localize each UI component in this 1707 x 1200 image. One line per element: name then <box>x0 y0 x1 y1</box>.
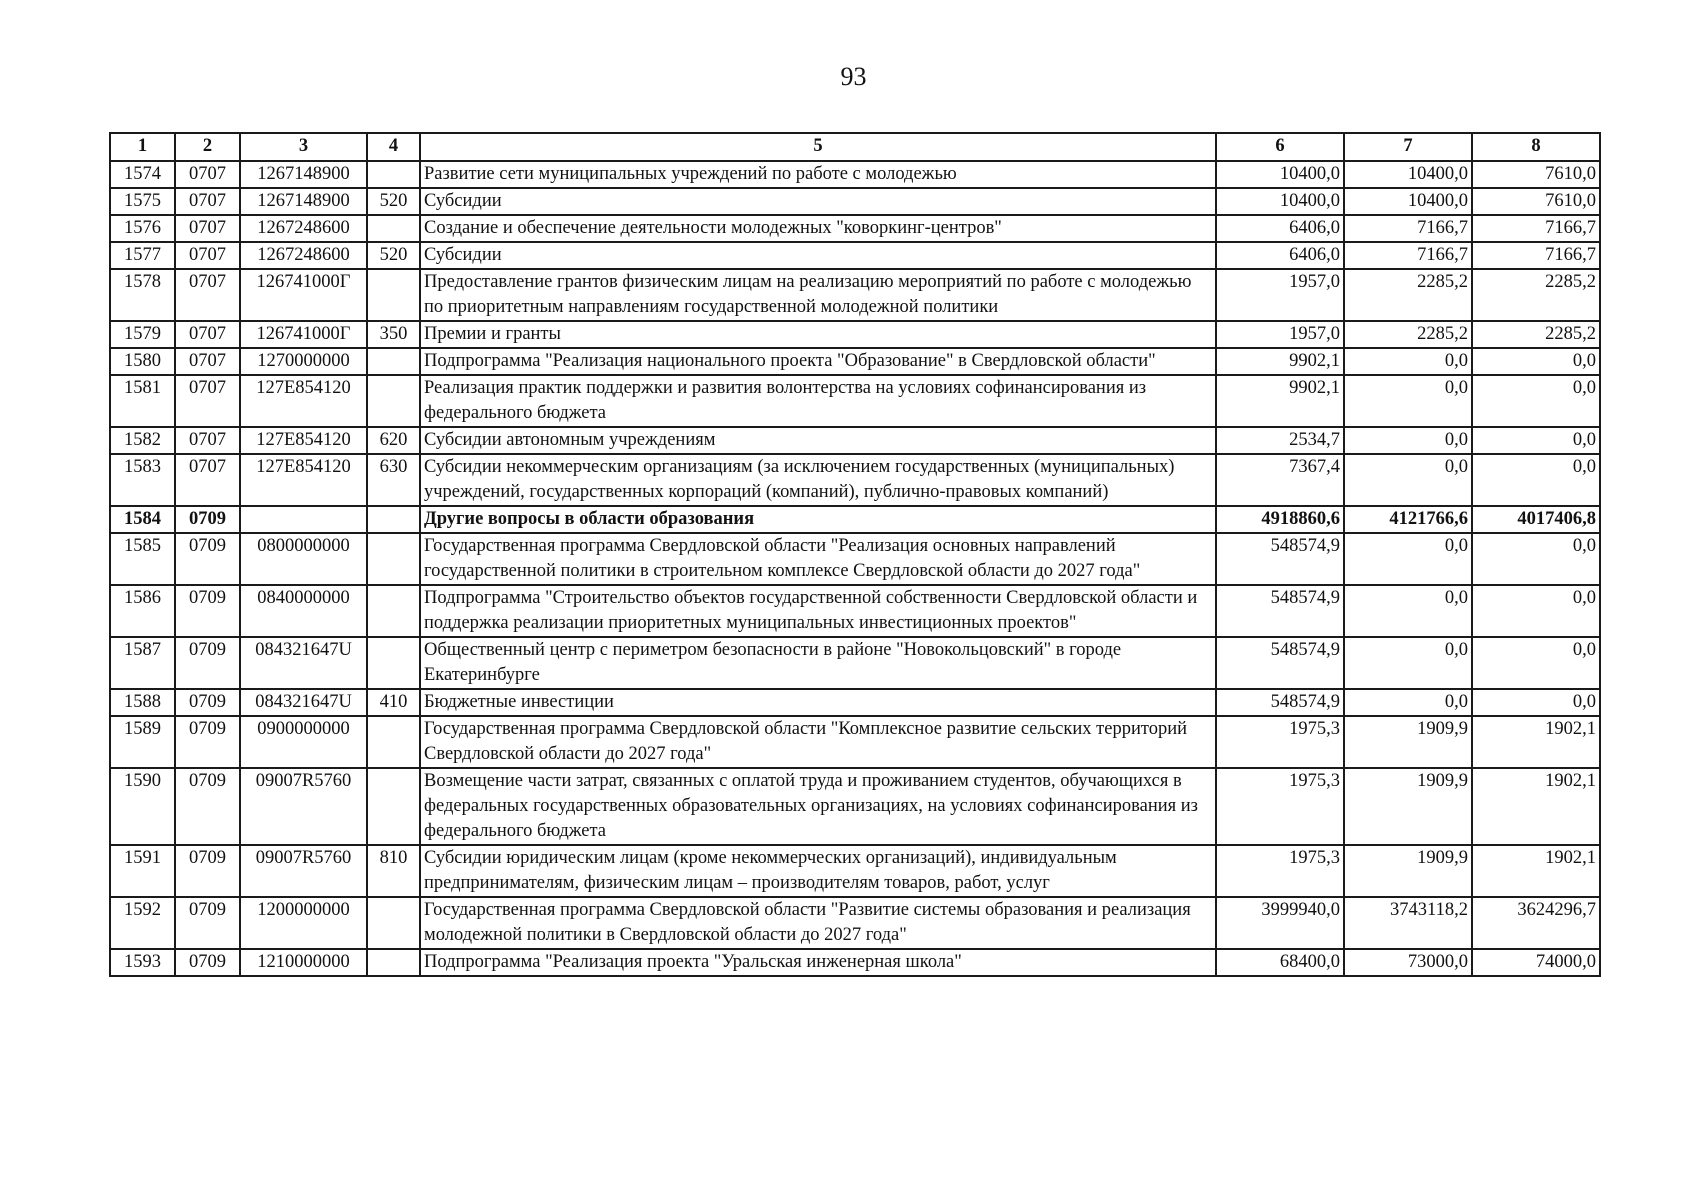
row-number-cell: 1585 <box>110 533 175 585</box>
header-cell: 8 <box>1472 133 1600 161</box>
amount-col7-cell: 0,0 <box>1344 637 1472 689</box>
expense-type-cell: 520 <box>367 242 420 269</box>
section-code-cell: 0707 <box>175 161 240 188</box>
section-code-cell: 0707 <box>175 242 240 269</box>
amount-col8-cell: 0,0 <box>1472 454 1600 506</box>
expense-type-cell <box>367 348 420 375</box>
amount-col7-cell: 0,0 <box>1344 689 1472 716</box>
table-row <box>110 215 1600 242</box>
item-name-cell: Государственная программа Свердловской области "Комплексное развитие сельских территорий Свердловской области до 2027 года" <box>420 716 1216 768</box>
amount-col6-cell: 1957,0 <box>1216 269 1344 321</box>
item-name-cell: Общественный центр с периметром безопасности в районе "Новокольцовский" в городе Екатеринбурге <box>420 637 1216 689</box>
amount-col8-cell: 4017406,8 <box>1472 506 1600 533</box>
item-name-cell: Реализация практик поддержки и развития волонтерства на условиях софинансирования из федерального бюджета <box>420 375 1216 427</box>
item-name-cell: Создание и обеспечение деятельности молодежных "коворкинг-центров" <box>420 215 1216 242</box>
amount-col6-cell: 1975,3 <box>1216 716 1344 768</box>
target-code-cell: 127E854120 <box>240 375 367 427</box>
section-code-cell: 0709 <box>175 585 240 637</box>
item-name-cell: Субсидии <box>420 188 1216 215</box>
amount-col7-cell: 4121766,6 <box>1344 506 1472 533</box>
section-code-cell: 0709 <box>175 768 240 845</box>
amount-col6-cell: 6406,0 <box>1216 242 1344 269</box>
amount-col8-cell: 2285,2 <box>1472 269 1600 321</box>
item-name-cell: Субсидии <box>420 242 1216 269</box>
amount-col8-cell: 0,0 <box>1472 533 1600 585</box>
section-code-cell: 0707 <box>175 215 240 242</box>
item-name-cell: Возмещение части затрат, связанных с оплатой труда и проживанием студентов, обучающихся в федеральных государственных образовательных организациях, на условиях софинансирования из федерального бюджета <box>420 768 1216 845</box>
section-code-cell: 0709 <box>175 506 240 533</box>
target-code-cell: 0800000000 <box>240 533 367 585</box>
header-row <box>110 133 1600 161</box>
amount-col6-cell: 3999940,0 <box>1216 897 1344 949</box>
expense-type-cell <box>367 506 420 533</box>
target-code-cell: 09007R5760 <box>240 768 367 845</box>
header-cell: 4 <box>367 133 420 161</box>
amount-col6-cell: 548574,9 <box>1216 533 1344 585</box>
target-code-cell: 1267148900 <box>240 161 367 188</box>
header-cell: 3 <box>240 133 367 161</box>
row-number-cell: 1586 <box>110 585 175 637</box>
target-code-cell: 127E854120 <box>240 454 367 506</box>
amount-col7-cell: 2285,2 <box>1344 321 1472 348</box>
row-number-cell: 1579 <box>110 321 175 348</box>
amount-col6-cell: 4918860,6 <box>1216 506 1344 533</box>
row-number-cell: 1589 <box>110 716 175 768</box>
table-row <box>110 845 1600 897</box>
item-name-cell: Премии и гранты <box>420 321 1216 348</box>
table-row <box>110 897 1600 949</box>
item-name-cell: Субсидии юридическим лицам (кроме некоммерческих организаций), индивидуальным предпринимателям, физическим лицам – производителям товаров, работ, услуг <box>420 845 1216 897</box>
section-code-cell: 0707 <box>175 427 240 454</box>
section-code-cell: 0707 <box>175 188 240 215</box>
table-body <box>110 161 1600 976</box>
section-code-cell: 0707 <box>175 454 240 506</box>
table-row <box>110 188 1600 215</box>
expense-type-cell <box>367 637 420 689</box>
page-number: 93 <box>840 62 867 91</box>
amount-col7-cell: 0,0 <box>1344 533 1472 585</box>
row-number-cell: 1578 <box>110 269 175 321</box>
row-number-cell: 1583 <box>110 454 175 506</box>
amount-col7-cell: 1909,9 <box>1344 716 1472 768</box>
amount-col7-cell: 10400,0 <box>1344 188 1472 215</box>
table-row <box>110 949 1600 976</box>
expense-type-cell <box>367 716 420 768</box>
amount-col7-cell: 0,0 <box>1344 348 1472 375</box>
amount-col6-cell: 2534,7 <box>1216 427 1344 454</box>
target-code-cell: 126741000Г <box>240 321 367 348</box>
amount-col7-cell: 0,0 <box>1344 375 1472 427</box>
amount-col8-cell: 0,0 <box>1472 637 1600 689</box>
amount-col6-cell: 1975,3 <box>1216 845 1344 897</box>
target-code-cell: 0840000000 <box>240 585 367 637</box>
amount-col7-cell: 0,0 <box>1344 454 1472 506</box>
row-number-cell: 1593 <box>110 949 175 976</box>
target-code-cell: 1267248600 <box>240 242 367 269</box>
section-code-cell: 0709 <box>175 949 240 976</box>
amount-col8-cell: 0,0 <box>1472 427 1600 454</box>
table-row <box>110 321 1600 348</box>
expense-type-cell <box>367 215 420 242</box>
header-cell: 2 <box>175 133 240 161</box>
item-name-cell: Другие вопросы в области образования <box>420 506 1216 533</box>
section-code-cell: 0709 <box>175 897 240 949</box>
expense-type-cell <box>367 949 420 976</box>
expense-type-cell <box>367 768 420 845</box>
section-code-cell: 0707 <box>175 348 240 375</box>
amount-col7-cell: 10400,0 <box>1344 161 1472 188</box>
amount-col6-cell: 10400,0 <box>1216 161 1344 188</box>
row-number-cell: 1588 <box>110 689 175 716</box>
row-number-cell: 1582 <box>110 427 175 454</box>
amount-col7-cell: 3743118,2 <box>1344 897 1472 949</box>
amount-col6-cell: 10400,0 <box>1216 188 1344 215</box>
row-number-cell: 1592 <box>110 897 175 949</box>
target-code-cell <box>240 506 367 533</box>
table-row <box>110 637 1600 689</box>
amount-col8-cell: 74000,0 <box>1472 949 1600 976</box>
amount-col6-cell: 548574,9 <box>1216 585 1344 637</box>
target-code-cell: 127E854120 <box>240 427 367 454</box>
amount-col8-cell: 0,0 <box>1472 585 1600 637</box>
item-name-cell: Подпрограмма "Реализация проекта "Уральская инженерная школа" <box>420 949 1216 976</box>
target-code-cell: 09007R5760 <box>240 845 367 897</box>
item-name-cell: Государственная программа Свердловской области "Реализация основных направлений государственной политики в строительном комплексе Свердловской области до 2027 года" <box>420 533 1216 585</box>
target-code-cell: 1270000000 <box>240 348 367 375</box>
section-code-cell: 0709 <box>175 716 240 768</box>
header-cell: 5 <box>420 133 1216 161</box>
amount-col8-cell: 3624296,7 <box>1472 897 1600 949</box>
row-number-cell: 1591 <box>110 845 175 897</box>
amount-col7-cell: 1909,9 <box>1344 845 1472 897</box>
amount-col7-cell: 7166,7 <box>1344 215 1472 242</box>
amount-col6-cell: 7367,4 <box>1216 454 1344 506</box>
amount-col8-cell: 1902,1 <box>1472 845 1600 897</box>
header-cell: 1 <box>110 133 175 161</box>
amount-col6-cell: 68400,0 <box>1216 949 1344 976</box>
expense-type-cell <box>367 533 420 585</box>
amount-col7-cell: 2285,2 <box>1344 269 1472 321</box>
amount-col7-cell: 1909,9 <box>1344 768 1472 845</box>
item-name-cell: Развитие сети муниципальных учреждений по работе с молодежью <box>420 161 1216 188</box>
amount-col8-cell: 0,0 <box>1472 689 1600 716</box>
table-row <box>110 348 1600 375</box>
table-row <box>110 768 1600 845</box>
section-code-cell: 0707 <box>175 269 240 321</box>
amount-col8-cell: 7610,0 <box>1472 188 1600 215</box>
row-number-cell: 1587 <box>110 637 175 689</box>
header-cell: 7 <box>1344 133 1472 161</box>
item-name-cell: Субсидии некоммерческим организациям (за исключением государственных (муниципальных) учреждений, государственных корпораций (компаний), публично-правовых компаний) <box>420 454 1216 506</box>
expense-type-cell: 810 <box>367 845 420 897</box>
item-name-cell: Государственная программа Свердловской области "Развитие системы образования и реализация молодежной политики в Свердловской области до 2027 года" <box>420 897 1216 949</box>
table-row <box>110 533 1600 585</box>
target-code-cell: 126741000Г <box>240 269 367 321</box>
budget-table <box>109 132 1601 977</box>
table-row <box>110 585 1600 637</box>
item-name-cell: Предоставление грантов физическим лицам на реализацию мероприятий по работе с молодежью по приоритетным направлениям государственной молодежной политики <box>420 269 1216 321</box>
expense-type-cell: 520 <box>367 188 420 215</box>
table-row <box>110 269 1600 321</box>
target-code-cell: 1200000000 <box>240 897 367 949</box>
table-row <box>110 506 1600 533</box>
table-row <box>110 454 1600 506</box>
amount-col8-cell: 7166,7 <box>1472 215 1600 242</box>
amount-col8-cell: 0,0 <box>1472 375 1600 427</box>
amount-col6-cell: 9902,1 <box>1216 375 1344 427</box>
amount-col8-cell: 7610,0 <box>1472 161 1600 188</box>
expense-type-cell <box>367 269 420 321</box>
amount-col7-cell: 7166,7 <box>1344 242 1472 269</box>
row-number-cell: 1576 <box>110 215 175 242</box>
item-name-cell: Подпрограмма "Реализация национального проекта "Образование" в Свердловской области" <box>420 348 1216 375</box>
expense-type-cell <box>367 897 420 949</box>
target-code-cell: 084321647U <box>240 637 367 689</box>
expense-type-cell: 620 <box>367 427 420 454</box>
target-code-cell: 0900000000 <box>240 716 367 768</box>
section-code-cell: 0709 <box>175 845 240 897</box>
section-code-cell: 0707 <box>175 321 240 348</box>
table-row <box>110 161 1600 188</box>
section-code-cell: 0709 <box>175 689 240 716</box>
amount-col7-cell: 0,0 <box>1344 585 1472 637</box>
row-number-cell: 1581 <box>110 375 175 427</box>
amount-col6-cell: 1957,0 <box>1216 321 1344 348</box>
target-code-cell: 1210000000 <box>240 949 367 976</box>
expense-type-cell <box>367 585 420 637</box>
expense-type-cell: 410 <box>367 689 420 716</box>
target-code-cell: 1267148900 <box>240 188 367 215</box>
amount-col6-cell: 548574,9 <box>1216 637 1344 689</box>
expense-type-cell: 350 <box>367 321 420 348</box>
table-row <box>110 689 1600 716</box>
amount-col8-cell: 0,0 <box>1472 348 1600 375</box>
target-code-cell: 084321647U <box>240 689 367 716</box>
amount-col7-cell: 0,0 <box>1344 427 1472 454</box>
amount-col8-cell: 2285,2 <box>1472 321 1600 348</box>
amount-col8-cell: 1902,1 <box>1472 768 1600 845</box>
amount-col7-cell: 73000,0 <box>1344 949 1472 976</box>
table-row <box>110 242 1600 269</box>
table-row <box>110 427 1600 454</box>
row-number-cell: 1590 <box>110 768 175 845</box>
amount-col6-cell: 548574,9 <box>1216 689 1344 716</box>
expense-type-cell <box>367 375 420 427</box>
table-row <box>110 716 1600 768</box>
row-number-cell: 1577 <box>110 242 175 269</box>
item-name-cell: Подпрограмма "Строительство объектов государственной собственности Свердловской области и поддержка реализации приоритетных муниципальных инвестиционных проектов" <box>420 585 1216 637</box>
row-number-cell: 1584 <box>110 506 175 533</box>
amount-col8-cell: 1902,1 <box>1472 716 1600 768</box>
section-code-cell: 0707 <box>175 375 240 427</box>
item-name-cell: Бюджетные инвестиции <box>420 689 1216 716</box>
target-code-cell: 1267248600 <box>240 215 367 242</box>
expense-type-cell <box>367 161 420 188</box>
expense-type-cell: 630 <box>367 454 420 506</box>
section-code-cell: 0709 <box>175 533 240 585</box>
amount-col6-cell: 9902,1 <box>1216 348 1344 375</box>
amount-col6-cell: 6406,0 <box>1216 215 1344 242</box>
section-code-cell: 0709 <box>175 637 240 689</box>
row-number-cell: 1575 <box>110 188 175 215</box>
row-number-cell: 1580 <box>110 348 175 375</box>
table-row <box>110 375 1600 427</box>
item-name-cell: Субсидии автономным учреждениям <box>420 427 1216 454</box>
amount-col8-cell: 7166,7 <box>1472 242 1600 269</box>
row-number-cell: 1574 <box>110 161 175 188</box>
header-cell: 6 <box>1216 133 1344 161</box>
amount-col6-cell: 1975,3 <box>1216 768 1344 845</box>
